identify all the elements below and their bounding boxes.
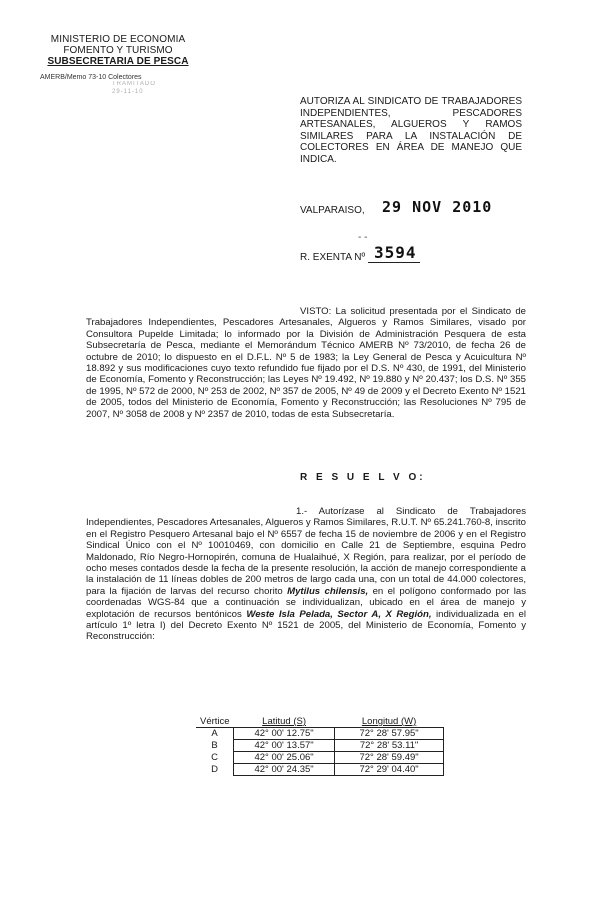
received-stamp xyxy=(112,80,170,110)
stamp-date: 29-11-10 xyxy=(112,89,144,95)
longitude-cell: 72° 28' 57.95" xyxy=(335,728,444,740)
table-row xyxy=(196,740,444,752)
vertex-cell: D xyxy=(211,764,218,775)
handwritten-mark: - - xyxy=(358,232,368,243)
article-1-paragraph xyxy=(86,506,526,643)
subject-text: AUTORIZA AL SINDICATO DE TRABAJADORES INDEPENDIENTES, PESCADORES ARTESANALES, ALGUEROS Y RAMOS SIMILARES PARA LA INSTALACIÓN DE COLECTORES EN ÁREA DE MANEJO QUE INDICA. xyxy=(300,96,522,165)
place: VALPARAISO, xyxy=(300,205,365,216)
header-longitude: Longitud (W) xyxy=(335,716,444,728)
longitude-cell: 72° 29' 04.40" xyxy=(335,764,444,776)
letterhead xyxy=(38,34,198,67)
latitude-cell: 42° 00' 12.75" xyxy=(234,728,335,740)
date-stamp: 29 NOV 2010 xyxy=(382,198,493,216)
article-1-part2: en el polígono conformado por las coordenadas WGS-84 que a continuación se individualizan, ubicado en el área de manejo y explotación de recursos bentónicos xyxy=(86,585,526,620)
article-1-part1: 1.- Autorízase al Sindicato de Trabajadores Independientes, Pescadores Artesanales, Algueros y Ramos Similares, R.U.T. Nº 65.241.760-8, inscrito en el Registro Pesquero Artesanal bajo el Nº 6557 de fecha 15 de noviembre de 2006 y en el Registro Sindical Único con el Nº 10010469, con domicilio en Calle 21 de Septiembre, esquina Pedro Maldonado, Río Negro-Hornopirén, comuna de Hualaihué, X Región, para realizar, por el período de ocho meses contados desde la fecha de la presente resolución, la acción de manejo correspondiente a la instalación de 11 líneas dobles de 200 metros de largo cada una, con un total de 44.000 colectores, para la fijación de larvas del recurso chorito xyxy=(86,506,526,597)
resuelvo-heading: R E S U E L V O: xyxy=(300,472,426,483)
table-header-row xyxy=(196,716,444,728)
ministry-name-line2: FOMENTO Y TURISMO xyxy=(63,45,173,56)
coordinates-table xyxy=(196,716,444,776)
species-name: Mytilus chilensis, xyxy=(287,585,369,597)
area-name: Weste Isla Pelada, Sector A, X Región, xyxy=(246,608,432,620)
latitude-cell: 42° 00' 24.35" xyxy=(234,764,335,776)
longitude-cell: 72° 28' 53.11" xyxy=(335,740,444,752)
vertex-cell: C xyxy=(211,752,218,763)
visto-paragraph: VISTO: La solicitud presentada por el Sindicato de Trabajadores Independientes, Pescadores Artesanales, Algueros y Ramos Similares, visado por Consultora Pupelde Limitada; lo informado por la División de Administración Pesquera de esta Subsecretaría de Pesca, mediante el Memorándum Técnico AMERB Nº 73/2010, de fecha 26 de octubre de 2010; lo dispuesto en el D.F.L. Nº 5 de 1983; la Ley General de Pesca y Acuicultura Nº 18.892 y sus modificaciones cuyo texto refundido fue fijado por el D.S. Nº 430, de 1991, del Ministerio de Economía, Fomento y Reconstrucción; las Leyes Nº 19.492, Nº 19.880 y Nº 20.437; los D.S. Nº 355 de 1995, Nº 572 de 2000, Nº 253 de 2002, Nº 357 de 2005, Nº 49 de 2009 y el Decreto Exento Nº 1521 de 2005, todos del Ministerio de Economía, Fomento y Reconstrucción; las Resoluciones Nº 795 de 2007, Nº 3058 de 2008 y Nº 2357 de 2010, todas de esta Subsecretaría. xyxy=(86,306,526,420)
reference-code: AMERB/Memo 73-10 Colectores xyxy=(40,74,142,81)
longitude-cell: 72° 28' 59.49" xyxy=(335,752,444,764)
table-row xyxy=(196,764,444,776)
vertex-cell: A xyxy=(211,728,218,740)
latitude-cell: 42° 00' 13.57" xyxy=(234,740,335,752)
number-underline xyxy=(368,262,420,263)
latitude-cell: 42° 00' 25.06" xyxy=(234,752,335,764)
resolution-label: R. EXENTA Nº xyxy=(300,252,366,263)
resolution-number: 3594 xyxy=(374,243,417,262)
ministry-name: MINISTERIO DE ECONOMIA xyxy=(50,34,186,45)
table-row xyxy=(196,752,444,764)
vertex-cell: B xyxy=(211,740,218,751)
table-row xyxy=(196,728,444,740)
header-vertex: Vértice xyxy=(196,716,234,728)
header-latitude: Latitud (S) xyxy=(234,716,335,728)
article-1-part3: individualizada en el artículo 1º letra I) del Decreto Exento Nº 1521 de 2005, del Ministerio de Economía, Fomento y Reconstrucción: xyxy=(86,608,527,643)
subsecretaria-name: SUBSECRETARIA DE PESCA xyxy=(47,56,189,67)
stamp-text: TRAMITADO xyxy=(112,81,156,87)
